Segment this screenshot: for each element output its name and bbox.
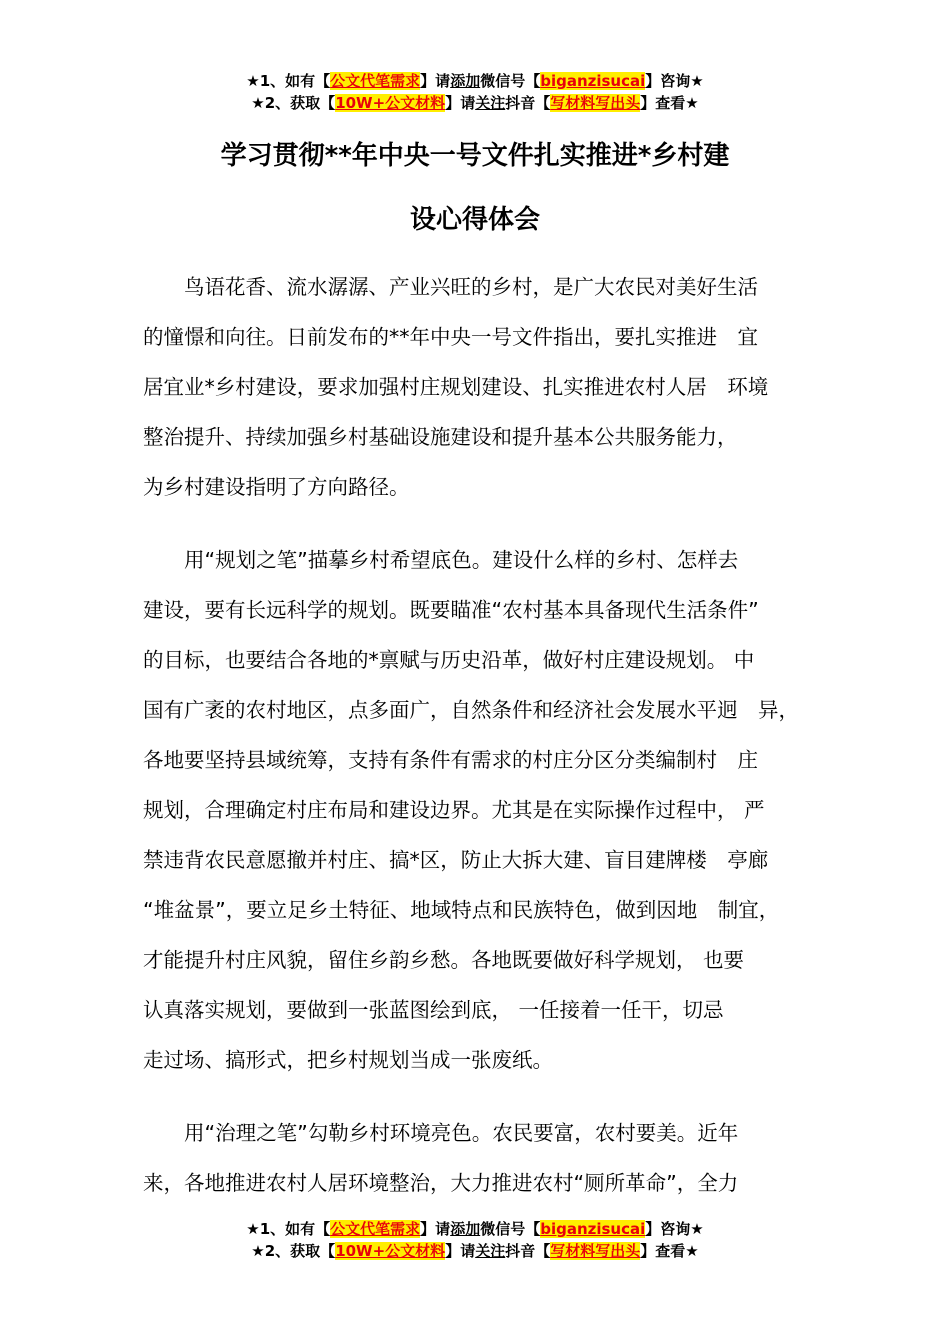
paragraph-line: 鸟语花香、流水潺潺、产业兴旺的乡村，是广大农民对美好生活: [184, 275, 758, 299]
promo-text: ★1、如有【: [246, 1220, 331, 1238]
promo-line-1: [0, 70, 950, 92]
promo-text: ★2、获取【: [251, 94, 336, 112]
paragraph-2: [143, 535, 843, 1085]
paragraph-line: 禁违背农民意愿撤并村庄、搞*区，防止大拆大建、盲目建牌楼 亭廊: [143, 848, 769, 872]
paragraph-line: 国有广袤的农村地区，点多面广，自然条件和经济社会发展水平迥 异，: [143, 698, 799, 722]
paragraph-line: 的目标，也要结合各地的*禀赋与历史沿革，做好村庄建设规划。 中: [143, 648, 755, 672]
paragraph-line: 为乡村建设指明了方向路径。: [143, 475, 410, 499]
paragraph-line: 来，各地推进农村人居环境整治，大力推进农村“厕所革命”，全力: [143, 1171, 739, 1195]
promo-text: 】请: [420, 72, 451, 90]
promo-text: 】查看★: [640, 1242, 699, 1260]
promo-highlight: 10W+公文材料: [335, 94, 446, 112]
title-line-2: 设心得体会: [409, 205, 540, 235]
paragraph-line: 的憧憬和向往。日前发布的**年中央一号文件指出，要扎实推进 宜: [143, 325, 758, 349]
paragraph-line: 用“治理之笔”勾勒乡村环境亮色。农民要富，农村要美。近年: [184, 1121, 739, 1145]
document-title: [0, 124, 950, 252]
promo-underline: 添加: [450, 1220, 481, 1238]
footer-promo: [0, 1218, 950, 1262]
paragraph-3: [143, 1108, 843, 1208]
promo-text: 】请: [420, 1220, 451, 1238]
promo-highlight: 10W+公文材料: [335, 1242, 446, 1260]
paragraph-line: 建设，要有长远科学的规划。既要瞄准“农村基本具备现代生活条件”: [143, 598, 759, 622]
promo-text: 微信号【: [480, 1220, 541, 1238]
paragraph-line: 居宜业*乡村建设，要求加强村庄规划建设、扎实推进农村人居 环境: [143, 375, 769, 399]
paragraph-line: 才能提升村庄风貌，留住乡韵乡愁。各地既要做好科学规划， 也要: [143, 948, 745, 972]
paragraph-line: “堆盆景”，要立足乡土特征、地域特点和民族特色，做到因地 制宜，: [143, 898, 780, 922]
promo-underline: 关注: [475, 94, 506, 112]
promo-highlight: 写材料写出头: [550, 1242, 641, 1260]
paragraph-line: 规划，合理确定村庄布局和建设边界。尤其是在实际操作过程中， 严: [143, 798, 765, 822]
paragraph-line: 整治提升、持续加强乡村基础设施建设和提升基本公共服务能力，: [143, 425, 738, 449]
header-promo: [0, 70, 950, 114]
promo-highlight: biganzisucai: [540, 72, 646, 90]
promo-underline: 添加: [450, 72, 481, 90]
promo-underline: 关注: [475, 1242, 506, 1260]
promo-line-1: [0, 1218, 950, 1240]
promo-text: ★1、如有【: [246, 72, 331, 90]
document-body: [143, 262, 843, 1231]
paragraph-line: 各地要坚持县域统筹，支持有条件有需求的村庄分区分类编制村 庄: [143, 748, 758, 772]
promo-line-2: [0, 92, 950, 114]
promo-text: 】咨询★: [645, 1220, 704, 1238]
promo-text: 抖音【: [505, 1242, 551, 1260]
paragraph-line: 走过场、搞形式，把乡村规划当成一张废纸。: [143, 1048, 553, 1072]
promo-highlight: 公文代笔需求: [330, 72, 421, 90]
promo-text: 】查看★: [640, 94, 699, 112]
title-line-1: 学习贯彻**年中央一号文件扎实推进*乡村建: [220, 141, 730, 171]
promo-highlight: biganzisucai: [540, 1220, 646, 1238]
promo-highlight: 写材料写出头: [550, 94, 641, 112]
paragraph-line: 认真落实规划，要做到一张蓝图绘到底， 一任接着一任干，切忌: [143, 998, 724, 1022]
paragraph-line: 用“规划之笔”描摹乡村希望底色。建设什么样的乡村、怎样去: [184, 548, 739, 572]
promo-text: 】咨询★: [645, 72, 704, 90]
promo-text: 】请: [445, 94, 476, 112]
promo-text: ★2、获取【: [251, 1242, 336, 1260]
promo-highlight: 公文代笔需求: [330, 1220, 421, 1238]
promo-text: 抖音【: [505, 94, 551, 112]
promo-text: 微信号【: [480, 72, 541, 90]
promo-line-2: [0, 1240, 950, 1262]
promo-text: 】请: [445, 1242, 476, 1260]
paragraph-1: [143, 262, 843, 512]
